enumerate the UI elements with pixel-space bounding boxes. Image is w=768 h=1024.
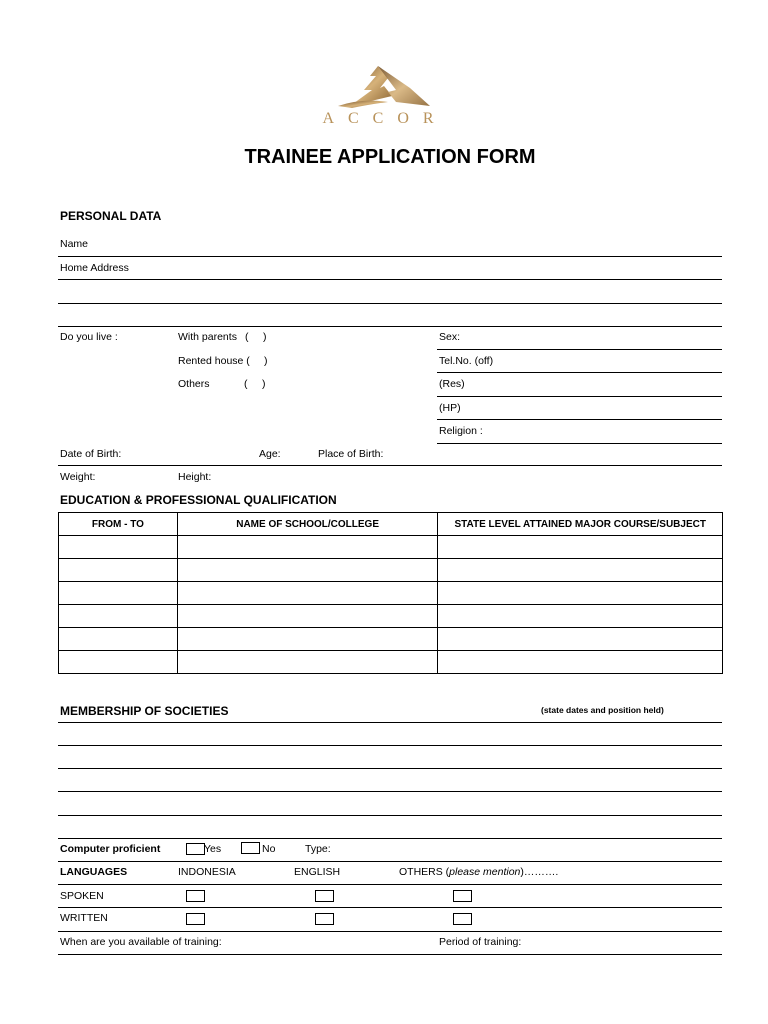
written-others-checkbox[interactable] xyxy=(453,913,472,925)
dob-label: Date of Birth: xyxy=(60,448,122,460)
sex-line[interactable] xyxy=(437,349,722,350)
written-english-checkbox[interactable] xyxy=(315,913,334,925)
name-line[interactable] xyxy=(58,256,722,257)
computer-no-checkbox[interactable] xyxy=(241,842,260,854)
languages-line xyxy=(58,884,722,885)
membership-line-2[interactable] xyxy=(58,745,722,746)
accor-logo xyxy=(292,62,478,130)
membership-line-5[interactable] xyxy=(58,815,722,816)
address-line-3[interactable] xyxy=(58,326,722,327)
table-cell[interactable] xyxy=(177,605,438,628)
availability-label: When are you available of training: xyxy=(60,936,222,948)
table-cell[interactable] xyxy=(438,605,723,628)
table-row xyxy=(59,628,723,651)
written-indonesia-checkbox[interactable] xyxy=(186,913,205,925)
spoken-others-checkbox[interactable] xyxy=(453,890,472,902)
table-row xyxy=(59,651,723,674)
table-cell[interactable] xyxy=(438,651,723,674)
others-close: ) xyxy=(262,378,266,390)
table-cell[interactable] xyxy=(177,559,438,582)
table-row xyxy=(59,605,723,628)
form-title: TRAINEE APPLICATION FORM xyxy=(244,146,536,168)
computer-label: Computer proficient xyxy=(60,843,161,855)
membership-line-3[interactable] xyxy=(58,768,722,769)
membership-line-4[interactable] xyxy=(58,791,722,792)
pob-label: Place of Birth: xyxy=(318,448,384,460)
table-cell[interactable] xyxy=(177,651,438,674)
table-cell[interactable] xyxy=(177,536,438,559)
membership-line-6[interactable] xyxy=(58,838,722,839)
table-row xyxy=(59,536,723,559)
name-label: Name xyxy=(60,238,89,250)
tel-hp-label: (HP) xyxy=(439,402,461,414)
height-label: Height: xyxy=(178,471,212,483)
languages-label: LANGUAGES xyxy=(60,866,128,878)
tel-off-label: Tel.No. (off) xyxy=(439,355,494,367)
membership-heading: MEMBERSHIP OF SOCIETIES xyxy=(60,704,229,718)
spoken-indonesia-checkbox[interactable] xyxy=(186,890,205,902)
table-cell[interactable] xyxy=(59,651,178,674)
education-heading: EDUCATION & PROFESSIONAL QUALIFICATION xyxy=(60,493,337,507)
table-row xyxy=(59,559,723,582)
weight-label: Weight: xyxy=(60,471,96,483)
dob-line[interactable] xyxy=(58,465,722,466)
lang-indonesia-label: INDONESIA xyxy=(178,866,236,878)
spoken-label: SPOKEN xyxy=(60,890,104,902)
with-parents-open[interactable]: ( xyxy=(245,331,249,343)
written-label: WRITTEN xyxy=(60,912,108,924)
table-cell[interactable] xyxy=(438,582,723,605)
computer-yes-label: Yes xyxy=(204,843,222,855)
education-table xyxy=(58,512,723,674)
computer-yes-checkbox[interactable] xyxy=(186,843,205,855)
table-cell[interactable] xyxy=(438,559,723,582)
religion-line[interactable] xyxy=(437,443,722,444)
table-cell[interactable] xyxy=(59,605,178,628)
others-label: Others xyxy=(178,378,210,390)
availability-line[interactable] xyxy=(58,954,722,955)
lang-others-label: OTHERS (please mention)………. xyxy=(399,866,559,878)
table-header-row xyxy=(59,513,723,536)
with-parents-label: With parents xyxy=(178,331,237,343)
table-cell[interactable] xyxy=(59,536,178,559)
rented-house-close: ) xyxy=(264,355,268,367)
table-row xyxy=(59,582,723,605)
religion-label: Religion : xyxy=(439,425,483,437)
address-line-1[interactable] xyxy=(58,279,722,280)
computer-no-label: No xyxy=(262,843,276,855)
address-line-2[interactable] xyxy=(58,303,722,304)
table-cell[interactable] xyxy=(59,628,178,651)
col-from-to: FROM - TO xyxy=(59,513,178,536)
others-open[interactable]: ( xyxy=(244,378,248,390)
tel-res-line[interactable] xyxy=(437,396,722,397)
personal-data-heading: PERSONAL DATA xyxy=(60,209,162,223)
computer-line xyxy=(58,861,722,862)
logo-wordmark: ACCOR xyxy=(322,110,448,127)
tel-off-line[interactable] xyxy=(437,372,722,373)
table-cell[interactable] xyxy=(177,582,438,605)
sex-label: Sex: xyxy=(439,331,461,343)
period-label: Period of training: xyxy=(439,936,522,948)
table-cell[interactable] xyxy=(59,582,178,605)
table-cell[interactable] xyxy=(438,536,723,559)
home-address-label: Home Address xyxy=(60,262,129,274)
table-cell[interactable] xyxy=(438,628,723,651)
table-cell[interactable] xyxy=(177,628,438,651)
tel-res-label: (Res) xyxy=(439,378,465,390)
age-label: Age: xyxy=(259,448,281,460)
spoken-line xyxy=(58,907,722,908)
written-line xyxy=(58,931,722,932)
col-school: NAME OF SCHOOL/COLLEGE xyxy=(177,513,438,536)
computer-type-label: Type: xyxy=(305,843,331,855)
lang-english-label: ENGLISH xyxy=(294,866,341,878)
with-parents-close: ) xyxy=(263,331,267,343)
spoken-english-checkbox[interactable] xyxy=(315,890,334,902)
table-cell[interactable] xyxy=(59,559,178,582)
do-you-live-label: Do you live : xyxy=(60,331,118,343)
rented-house-label[interactable]: Rented house ( xyxy=(178,355,250,367)
col-level: STATE LEVEL ATTAINED MAJOR COURSE/SUBJECT xyxy=(438,513,723,536)
membership-line-1[interactable] xyxy=(58,722,722,723)
membership-note: (state dates and position held) xyxy=(541,705,664,715)
tel-hp-line[interactable] xyxy=(437,419,722,420)
